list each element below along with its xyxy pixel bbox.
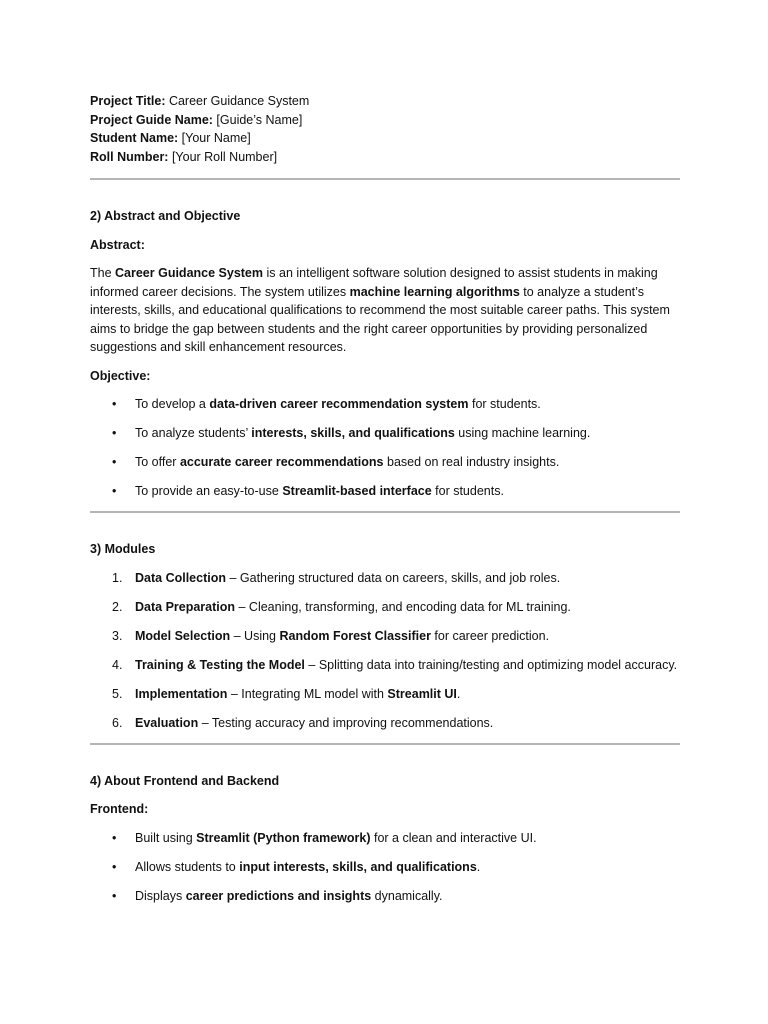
list-item [90,685,680,704]
student-name-value: [Your Name] [178,131,251,145]
item-bold: Model Selection [135,628,231,643]
objective-list [90,395,680,501]
roll-number-label: Roll Number: [90,149,169,164]
frontend-heading: Frontend: [90,802,149,816]
student-name-label: Student Name: [90,131,179,145]
item-text: Allows students to [135,859,240,874]
abstract-paragraph [90,264,680,357]
item-text: for students. [468,397,541,411]
list-number: 6. [112,715,123,730]
item-text: using machine learning. [454,426,591,440]
abstract-bold: Career Guidance System [115,266,264,280]
item-bold: Streamlit-based interface [282,484,432,498]
item-bold: Evaluation [135,715,199,730]
abstract-bold: machine learning algorithms [349,284,520,299]
project-title-line [90,92,680,111]
bullet-icon: • [112,859,117,874]
item-bold: Data Preparation [135,599,236,614]
list-item [90,453,680,472]
list-item [90,887,680,906]
project-guide-value: [Guide’s Name] [212,112,303,127]
student-name-line [90,129,680,148]
item-text: To develop a [135,397,210,411]
item-text: dynamically. [371,888,443,903]
abstract-heading: Abstract: [90,237,145,252]
item-bold: Streamlit UI [387,686,457,701]
list-item [90,598,680,617]
bullet-icon: • [112,830,117,845]
modules-list [90,569,680,733]
project-info [90,92,680,166]
item-text: for a clean and interactive UI. [370,830,537,845]
bullet-icon: • [112,455,117,469]
list-item [90,858,680,877]
item-text: To provide an easy-to-use [135,484,283,498]
item-text: for career prediction. [430,628,550,643]
list-number: 2. [112,599,123,614]
item-bold: Implementation [135,686,228,701]
list-item [90,656,680,675]
bullet-icon: • [112,888,117,903]
bullet-icon: • [112,397,117,411]
abstract-text: is an intelligent software solution designed to assist students in making informed career decisions. The system utilizes [90,266,658,299]
abstract-text: The [90,266,116,280]
item-text: . [476,859,481,874]
list-item [90,569,680,588]
item-bold: Random Forest Classifier [279,628,431,643]
item-text: – Using [230,628,280,643]
list-number: 4. [112,657,123,672]
item-bold: Data Collection [135,570,226,585]
item-text: for students. [431,484,504,498]
divider [90,511,680,513]
divider [90,178,680,180]
list-item [90,714,680,733]
item-bold: interests, skills, and qualifications [251,426,455,440]
item-text: – Testing accuracy and improving recommendations. [198,715,494,730]
project-title-value: Career Guidance System [165,94,310,108]
item-bold: career predictions and insights [185,888,372,903]
item-bold: accurate career recommendations [179,455,384,469]
section-heading-modules: 3) Modules [90,542,156,556]
list-number: 5. [112,686,123,701]
item-text: . [456,686,461,701]
item-text: – Gathering structured data on careers, skills, and job roles. [226,570,561,585]
item-bold: data-driven career recommendation system [209,397,469,411]
roll-number-value: [Your Roll Number] [168,149,278,164]
item-text: To offer [135,455,180,469]
list-number: 3. [112,628,123,643]
item-text: Displays [135,888,186,903]
item-text: – Integrating ML model with [227,686,388,701]
item-text: Built using [135,830,197,845]
item-bold: Training & Testing the Model [135,657,305,672]
list-item [90,395,680,414]
bullet-icon: • [112,484,117,498]
item-text: based on real industry insights. [383,455,560,469]
frontend-list [90,829,680,906]
item-text: – Cleaning, transforming, and encoding data for ML training. [235,599,571,614]
list-item [90,627,680,646]
document-content [90,92,680,916]
item-bold: input interests, skills, and qualifications [239,859,477,874]
project-title-label: Project Title: [90,94,166,108]
list-item [90,829,680,848]
bullet-icon: • [112,426,117,440]
list-item [90,424,680,443]
item-bold: Streamlit (Python framework) [196,830,371,845]
objective-heading: Objective: [90,368,151,383]
section-heading-frontend-backend: 4) About Frontend and Backend [90,773,280,788]
item-text: To analyze students’ [135,426,252,440]
item-text: – Splitting data into training/testing and optimizing model accuracy. [304,657,678,672]
list-number: 1. [112,570,123,585]
roll-number-line [90,148,680,167]
project-guide-label: Project Guide Name: [90,112,213,127]
abstract-text: to analyze a student’s interests, skills, and educational qualifications to recommend the most suitable career paths. This system aims to bridge the gap between students and the right career opportunities by providing personalized suggestions and skill enhancement resources. [90,284,670,354]
project-guide-line [90,111,680,130]
section-heading-abstract-objective: 2) Abstract and Objective [90,209,241,223]
divider [90,743,680,745]
list-item [90,482,680,501]
